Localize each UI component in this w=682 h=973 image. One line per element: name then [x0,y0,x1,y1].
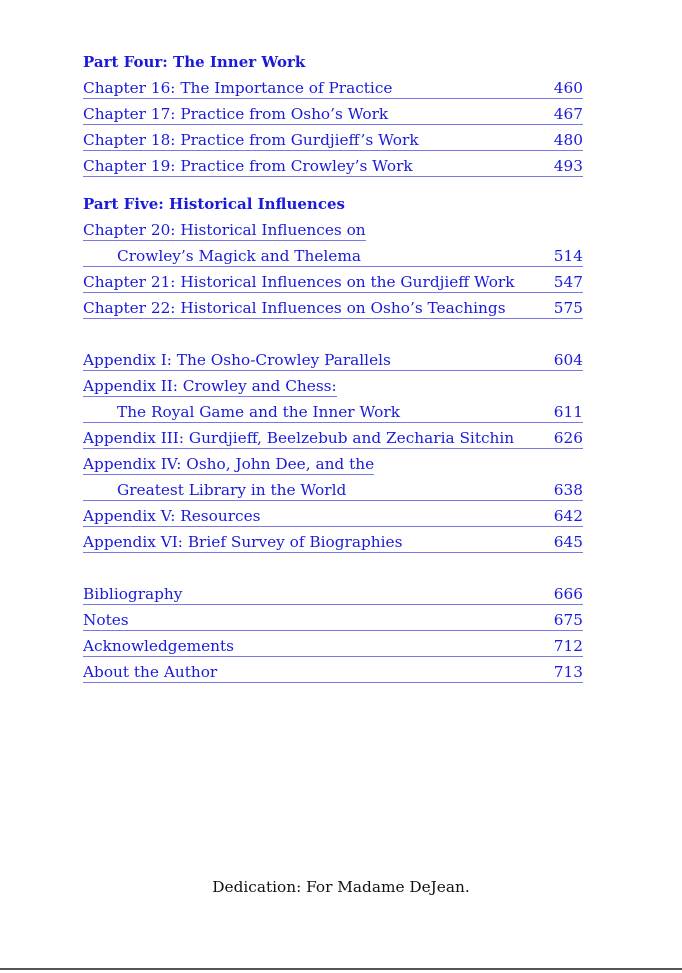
entry-title: Appendix III: Gurdjieff, Beelzebub and Zecharia Sitchin [83,429,515,447]
entry-title-continued: Crowley’s Magick and Thelema [117,247,361,265]
table-of-contents [83,51,583,683]
toc-entry-appendix-4[interactable] [83,475,583,501]
toc-entry-appendix-1[interactable] [83,345,583,371]
toc-entry-chapter-17[interactable] [83,99,583,125]
entry-page: 611 [553,403,583,421]
section-gap [83,319,583,345]
toc-entry-appendix-5[interactable] [83,501,583,527]
entry-title: Chapter 19: Practice from Crowley’s Work [83,157,413,175]
entry-page: 642 [553,507,583,525]
entry-title: Notes [83,611,129,629]
entry-page: 666 [553,585,583,603]
entry-title: Appendix VI: Brief Survey of Biographies [83,533,403,551]
section-heading: Part Five: Historical Influences [83,195,345,213]
toc-entry-appendix-4-line-1[interactable] [83,449,583,475]
toc-entry-chapter-18[interactable] [83,125,583,151]
entry-page: 467 [553,105,583,123]
toc-entry-chapter-16[interactable] [83,73,583,99]
entry-page: 460 [553,79,583,97]
toc-entry-chapter-22[interactable] [83,293,583,319]
entry-page: 604 [553,351,583,369]
entry-page: 547 [553,273,583,291]
entry-page: 575 [553,299,583,317]
entry-title: Appendix II: Crowley and Chess: [83,377,337,395]
toc-entry-acknowledgements[interactable] [83,631,583,657]
entry-title: Chapter 16: The Importance of Practice [83,79,393,97]
toc-entry-appendix-3[interactable] [83,423,583,449]
toc-entry-appendix-2-line-1[interactable] [83,371,583,397]
section-gap [83,553,583,579]
entry-page: 713 [553,663,583,681]
entry-page: 638 [553,481,583,499]
entry-page: 675 [553,611,583,629]
toc-entry-chapter-20[interactable] [83,241,583,267]
toc-entry-about-the-author[interactable] [83,657,583,683]
entry-page: 514 [553,247,583,265]
entry-title: Chapter 20: Historical Influences on [83,221,366,239]
entry-title: Chapter 22: Historical Influences on Osho’s Teachings [83,299,506,317]
toc-entry-chapter-20-line-1[interactable] [83,215,583,241]
toc-entry-bibliography[interactable] [83,579,583,605]
section-heading: Part Four: The Inner Work [83,53,306,71]
toc-entry-notes[interactable] [83,605,583,631]
entry-title-continued: Greatest Library in the World [117,481,347,499]
entry-title: About the Author [83,663,218,681]
entry-page: 712 [553,637,583,655]
entry-title: Appendix I: The Osho-Crowley Parallels [83,351,391,369]
toc-entry-appendix-6[interactable] [83,527,583,553]
page-bottom-rule [0,968,682,970]
toc-entry-appendix-2[interactable] [83,397,583,423]
toc-entry-chapter-21[interactable] [83,267,583,293]
section-gap [83,177,583,193]
entry-page: 480 [553,131,583,149]
entry-page: 626 [553,429,583,447]
entry-title: Appendix V: Resources [83,507,261,525]
dedication-text: Dedication: For Madame DeJean. [212,878,470,896]
entry-page: 645 [553,533,583,551]
toc-entry-chapter-19[interactable] [83,151,583,177]
entry-title: Chapter 17: Practice from Osho’s Work [83,105,389,123]
entry-title: Appendix IV: Osho, John Dee, and the [83,455,375,473]
entry-title: Acknowledgements [83,637,235,655]
entry-title-continued: The Royal Game and the Inner Work [117,403,400,421]
entry-title: Chapter 21: Historical Influences on the Gurdjieff Work [83,273,515,291]
entry-title: Chapter 18: Practice from Gurdjieff’s Work [83,131,419,149]
entry-page: 493 [553,157,583,175]
entry-title: Bibliography [83,585,183,603]
